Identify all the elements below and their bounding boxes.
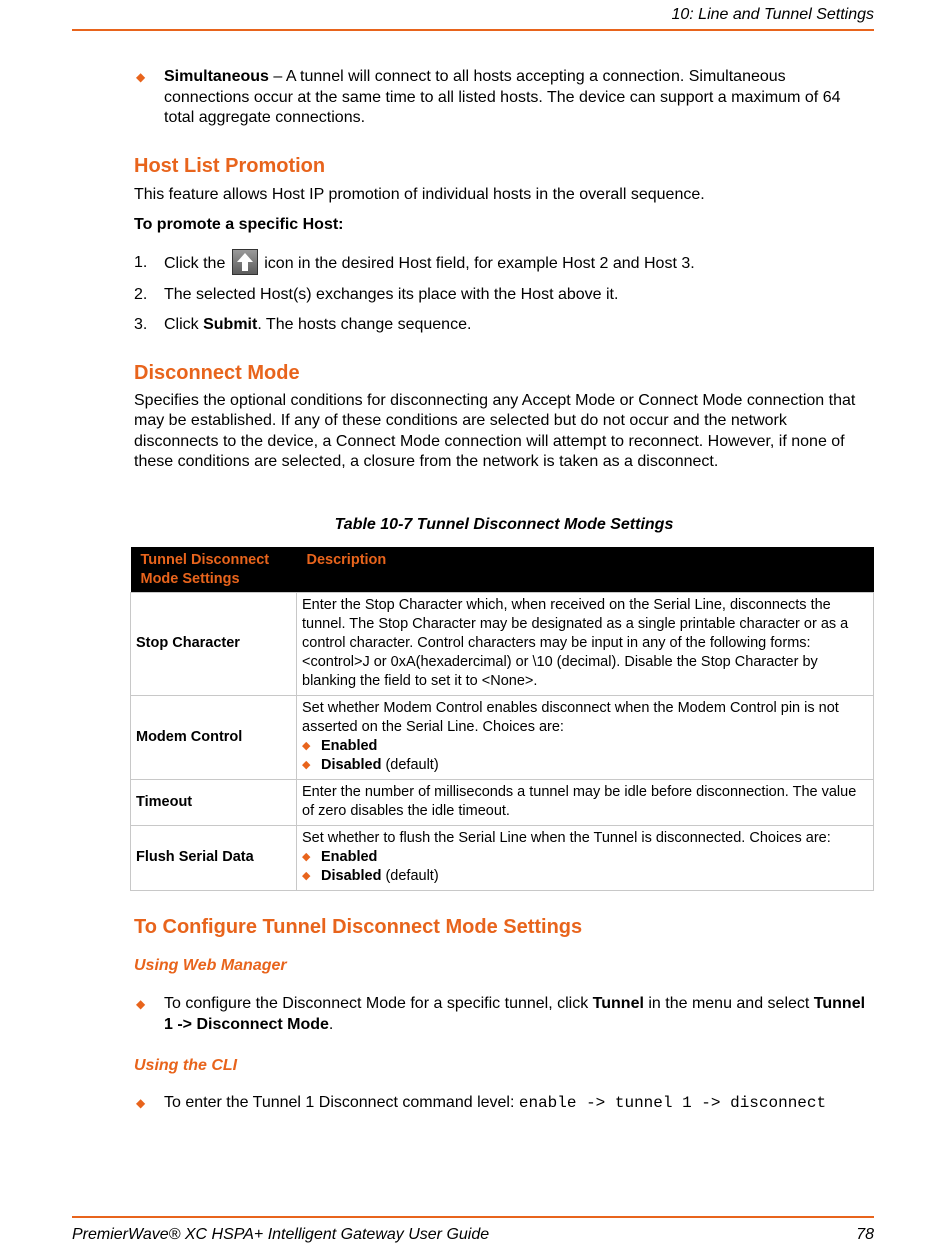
step-text: . The hosts change sequence. [257,316,472,333]
choice-label: Disabled [321,868,382,884]
setting-description [297,826,874,891]
choice-suffix: (default) [381,757,439,773]
setting-name: Stop Character [131,593,297,696]
diamond-bullet-icon: ◆ [302,870,311,882]
table-row [131,780,874,826]
diamond-bullet-icon: ◆ [302,759,311,771]
disconnect-mode-body: Specifies the optional conditions for disconnecting any Accept Mode or Connect Mode connection that may be established. If any of these conditions are selected but do not occur and the network disconnects to the device, a Connect Mode connection will attempt to reconnect. However, if none of these conditions are selected, a closure from the network is taken as a disconnect. [134,391,856,470]
page-content [134,67,874,1114]
column-header-description: Description [297,547,874,593]
choice-item [302,756,868,775]
page-number: 78 [856,1226,874,1243]
description-text: Set whether to flush the Serial Line when the Tunnel is disconnected. Choices are: [302,830,831,846]
step-text: icon in the desired Host field, for example Host 2 and Host 3. [259,254,695,272]
setting-description: Enter the Stop Character which, when received on the Serial Line, disconnects the tunnel. The Stop Character may be designated as a single printable character or as a control character. Control characters may be input in any of the following forms: <control>J or 0xA(hexadercimal) or \10 (decimal). Disable the Stop Character by blanking the field to set it to <None>. [297,593,874,696]
choice-label: Enabled [321,738,378,754]
bullet-text: in the menu and select [643,995,814,1012]
bullet-text: To configure the Disconnect Mode for a specific tunnel, click [164,995,593,1012]
procedure-title: To promote a specific Host: [134,216,344,233]
step-text: The selected Host(s) exchanges its place with the Host above it. [164,285,619,303]
step-3 [134,315,874,336]
cli-heading: Using the CLI [134,1057,238,1074]
host-list-intro: This feature allows Host IP promotion of individual hosts in the overall sequence. [134,185,705,203]
step-number: 2. [134,285,148,303]
bullet-text: To enter the Tunnel 1 Disconnect command level: [164,1094,519,1111]
submit-label: Submit [203,316,258,333]
table-row [131,696,874,780]
step-1 [134,249,874,278]
table-row [131,826,874,891]
table-caption: Table 10-7 Tunnel Disconnect Mode Settings [334,515,674,533]
step-number: 3. [134,316,148,333]
column-header-setting: Tunnel Disconnect Mode Settings [131,547,297,593]
host-list-heading: Host List Promotion [134,154,326,177]
choice-item [302,737,868,756]
diamond-bullet-icon: ◆ [136,997,146,1011]
diamond-bullet-icon: ◆ [136,1096,146,1110]
menu-path-label: Tunnel 1 -> Disconnect Mode [164,995,866,1033]
step-text: Click [164,316,204,333]
header-rule [72,29,874,31]
choice-item [302,867,868,886]
cli-command: enable -> tunnel 1 -> disconnect [518,1094,827,1112]
footer-rule [72,1216,874,1218]
bullet-term: Simultaneous [164,68,269,85]
choice-suffix: (default) [381,868,439,884]
setting-name: Timeout [131,780,297,826]
step-2 [134,285,874,306]
web-manager-bullet [134,994,874,1035]
step-number: 1. [134,253,148,271]
setting-name: Flush Serial Data [131,826,297,891]
configure-heading: To Configure Tunnel Disconnect Mode Settings [134,916,583,938]
setting-description: Enter the number of milliseconds a tunnel may be idle before disconnection. The value of zero disables the idle timeout. [297,780,874,826]
menu-tunnel-label: Tunnel [592,995,644,1012]
chapter-header: 10: Line and Tunnel Settings [671,6,874,23]
description-text: Set whether Modem Control enables disconnect when the Modem Control pin is not asserted on the Serial Line. Choices are: [302,700,839,735]
disconnect-mode-heading: Disconnect Mode [134,361,300,384]
web-manager-heading: Using Web Manager [134,957,287,974]
cli-bullet [134,1093,874,1114]
bullet-text: . [328,1015,334,1033]
step-text: Click the [164,254,230,272]
choice-label: Enabled [321,849,378,865]
diamond-bullet-icon: ◆ [302,740,311,752]
table-row [131,593,874,696]
footer-title: PremierWave® XC HSPA+ Intelligent Gateway User Guide [72,1226,490,1243]
diamond-bullet-icon: ◆ [302,851,311,863]
bullet-text: – A tunnel will connect to all hosts accepting a connection. Simultaneous connections occur at the same time to all listed hosts. The device can support a maximum of 64 total aggregate connections. [164,68,841,126]
setting-name: Modem Control [131,696,297,780]
simultaneous-bullet [134,67,874,129]
choice-label: Disabled [321,757,382,773]
setting-description [297,696,874,780]
table-header-row [131,547,874,593]
up-arrow-icon [232,249,258,275]
diamond-bullet-icon: ◆ [136,70,146,84]
disconnect-settings-table [130,547,874,891]
choice-item [302,848,868,867]
